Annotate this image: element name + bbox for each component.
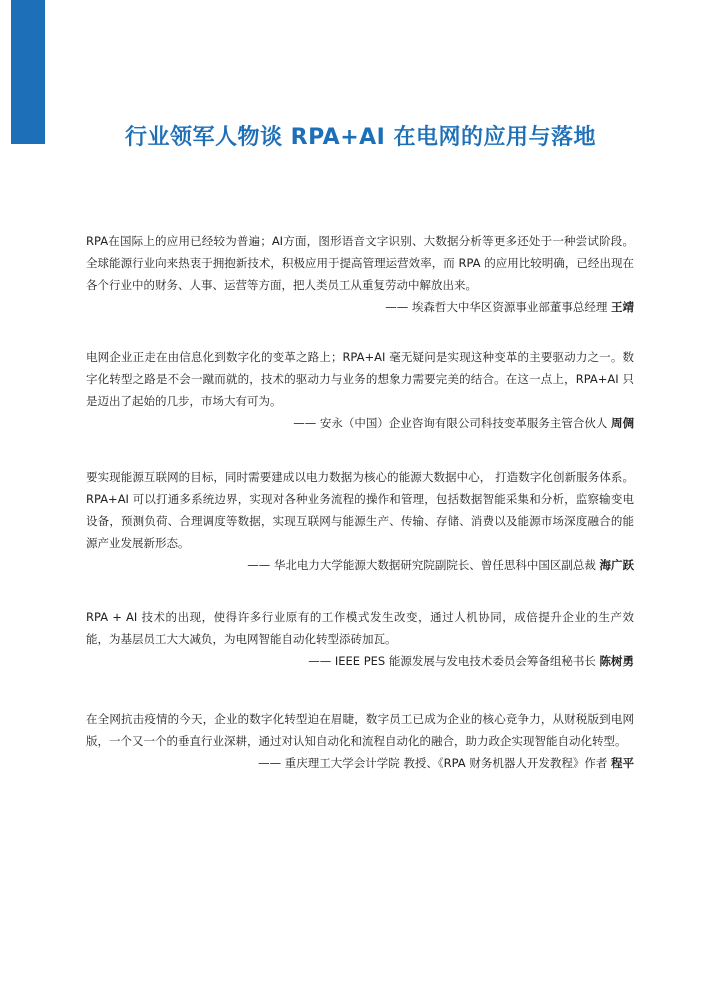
quote-attribution xyxy=(86,296,634,318)
attribution-title: —— 埃森哲大中华区资源事业部董事总经理 xyxy=(385,300,608,314)
quote-attribution xyxy=(86,650,634,672)
attribution-name: 海广跃 xyxy=(599,558,634,572)
quote-text: 电网企业正走在由信息化到数字化的变革之路上；RPA+AI 毫无疑问是实现这种变革的主要驱动力之一。数字化转型之路是不会一蹴而就的，技术的驱动力与业务的想象力需要完美的结合。在这一点上，RPA+AI 只是迈出了起始的几步，市场大有可为。 xyxy=(86,350,634,408)
quote-attribution xyxy=(86,554,634,576)
attribution-name: 陈树勇 xyxy=(599,654,634,668)
quote-block-4 xyxy=(86,606,634,672)
quote-block-1 xyxy=(86,230,634,318)
quote-block-5 xyxy=(86,708,634,774)
attribution-name: 王靖 xyxy=(611,300,634,314)
attribution-title: —— 安永（中国）企业咨询有限公司科技变革服务主管合伙人 xyxy=(293,416,608,430)
quote-attribution xyxy=(86,752,634,774)
attribution-name: 程平 xyxy=(611,756,634,770)
quote-text: 在全网抗击疫情的今天，企业的数字化转型迫在眉睫，数字员工已成为企业的核心竞争力，从财税版到电网版，一个又一个的垂直行业深耕，通过对认知自动化和流程自动化的融合，助力政企实现智能自动化转型。 xyxy=(86,712,634,748)
quote-text: RPA在国际上的应用已经较为普遍；AI方面，图形语音文字识别、大数据分析等更多还处于一种尝试阶段。全球能源行业向来热衷于拥抱新技术，积极应用于提高管理运营效率，而 RPA 的应用比较明确，已经出现在各个行业中的财务、人事、运营等方面，把人类员工从重复劳动中解放出来。 xyxy=(86,234,634,292)
quote-attribution xyxy=(86,412,634,434)
attribution-title: —— 华北电力大学能源大数据研究院副院长、曾任思科中国区副总裁 xyxy=(247,558,596,572)
attribution-title: —— 重庆理工大学会计学院 教授、《RPA 财务机器人开发教程》作者 xyxy=(258,756,608,770)
attribution-name: 周倜 xyxy=(611,416,634,430)
page-title: 行业领军人物谈 RPA+AI 在电网的应用与落地 xyxy=(124,125,597,150)
quote-block-3 xyxy=(86,466,634,576)
attribution-title: —— IEEE PES 能源发展与发电技术委员会筹备组秘书长 xyxy=(308,654,596,668)
quote-text: 要实现能源互联网的目标，同时需要建成以电力数据为核心的能源大数据中心， 打造数字化创新服务体系。RPA+AI 可以打通多系统边界，实现对各种业务流程的操作和管理，包括数据智能采集和分析，监察输变电设备，预测负荷、合理调度等数据，实现互联网与能源生产、传输、存储、消费以及能源市场深度融合的能源产业发展新形态。 xyxy=(86,470,634,550)
quote-text: RPA + AI 技术的出现，使得许多行业原有的工作模式发生改变，通过人机协同，成倍提升企业的生产效能，为基层员工大大减负，为电网智能自动化转型添砖加瓦。 xyxy=(86,610,634,646)
quote-block-2 xyxy=(86,346,634,434)
